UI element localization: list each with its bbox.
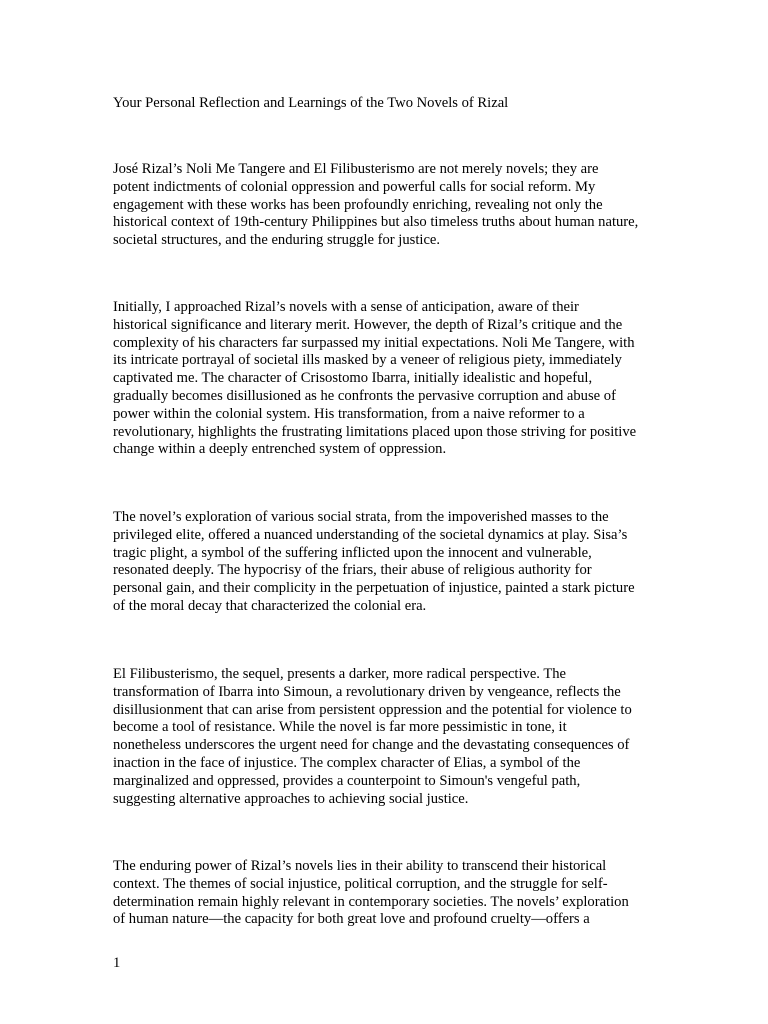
page-number: 1 (113, 955, 121, 971)
text-line: historical significance and literary merit. However, the depth of Rizal’s critique and the (113, 316, 623, 333)
text-line: inaction in the face of injustice. The complex character of Elias, a symbol of the (113, 754, 581, 771)
text-line: determination remain highly relevant in contemporary societies. The novels’ exploration (113, 893, 629, 910)
paragraph-4 (113, 666, 659, 808)
text-line: The novel’s exploration of various social strata, from the impoverished masses to the (113, 509, 609, 525)
text-line: gradually becomes disillusioned as he confronts the pervasive corruption and abuse of (113, 387, 616, 404)
text-line: transformation of Ibarra into Simoun, a revolutionary driven by vengeance, reflects the (113, 683, 621, 700)
text-line: societal structures, and the enduring struggle for justice. (113, 232, 441, 249)
text-line: become a tool of resistance. While the novel is far more pessimistic in tone, it (113, 719, 567, 736)
text-line: captivated me. The character of Crisostomo Ibarra, initially idealistic and hopeful, (113, 370, 593, 387)
text-line: context. The themes of social injustice, political corruption, and the struggle for self- (113, 875, 608, 892)
text-line: José Rizal’s Noli Me Tangere and El Filibusterismo are not merely novels; they are (113, 161, 599, 177)
text-line: Initially, I approached Rizal’s novels with a sense of anticipation, aware of their (113, 299, 579, 315)
text-line: The enduring power of Rizal’s novels lies in their ability to transcend their historical (113, 858, 607, 874)
text-line: tragic plight, a symbol of the suffering inflicted upon the innocent and vulnerable, (113, 544, 592, 561)
text-line: nonetheless underscores the urgent need for change and the devastating consequences of (113, 737, 630, 754)
text-line: of human nature—the capacity for both great love and profound cruelty—offers a (113, 911, 590, 928)
text-line: its intricate portrayal of societal ills masked by a veneer of religious piety, immediately (113, 352, 622, 369)
paragraph-5 (113, 858, 659, 929)
text-line: El Filibusterismo, the sequel, presents a darker, more radical perspective. The (113, 666, 567, 682)
text-line: disillusionment that can arise from persistent oppression and the potential for violence to (113, 701, 632, 718)
text-line: privileged elite, offered a nuanced understanding of the societal dynamics at play. Sisa’s (113, 526, 628, 543)
text-line: suggesting alternative approaches to achieving social justice. (113, 790, 469, 807)
text-line: power within the colonial system. His transformation, from a naive reformer to a (113, 405, 585, 422)
text-line: revolutionary, highlights the frustrating limitations placed upon those striving for positive (113, 423, 637, 440)
text-line: complexity of his characters far surpassed my initial expectations. Noli Me Tangere, with (113, 334, 635, 351)
text-line: change within a deeply entrenched system of oppression. (113, 441, 447, 458)
text-line: resonated deeply. The hypocrisy of the friars, their abuse of religious authority for (113, 562, 592, 579)
text-line: of the moral decay that characterized the colonial era. (113, 597, 427, 614)
paragraph-1 (113, 161, 659, 250)
paragraph-2 (113, 299, 659, 459)
text-line: personal gain, and their complicity in the perpetuation of injustice, painted a stark picture (113, 580, 635, 597)
text-line: potent indictments of colonial oppression and powerful calls for social reform. My (113, 178, 596, 195)
paragraph-3 (113, 509, 659, 616)
text-line: marginalized and oppressed, provides a counterpoint to Simoun's vengeful path, (113, 772, 581, 789)
text-line: historical context of 19th-century Philippines but also timeless truths about human nature, (113, 214, 639, 231)
document-title: Your Personal Reflection and Learnings of the Two Novels of Rizal (113, 95, 509, 111)
text-line: engagement with these works has been profoundly enriching, revealing not only the (113, 196, 603, 213)
